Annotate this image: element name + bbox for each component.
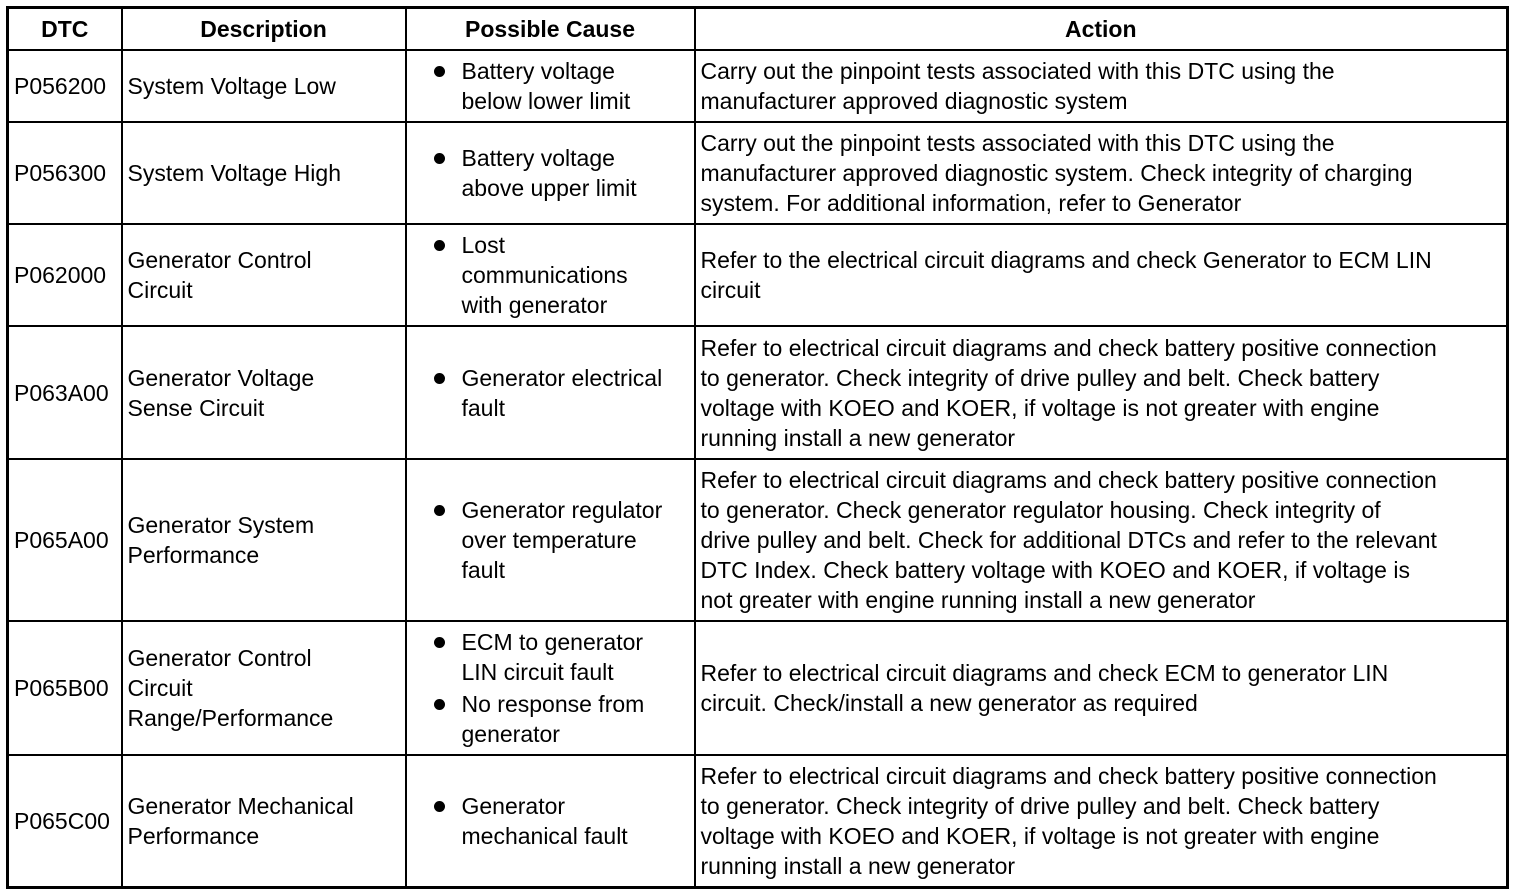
dtc-description [122,122,406,224]
table-row [8,459,1508,621]
cause-item [412,363,689,423]
text-line: to generator. Check generator regulator housing. Check integrity of [700,497,1381,523]
text-line: below lower limit [461,88,631,114]
text-line: System Voltage High [127,160,342,186]
dtc-code: P065A00 [8,459,122,621]
dtc-code: P062000 [8,224,122,326]
header-possible-cause: Possible Cause [406,8,695,51]
text-line: Range/Performance [127,705,334,731]
text-line: Generator Control [127,247,312,273]
dtc-description [122,459,406,621]
text-line: DTC Index. Check battery voltage with KOEO and KOER, if voltage is [700,557,1410,583]
possible-cause [406,122,695,224]
dtc-description [122,326,406,459]
dtc-table-body [8,50,1508,887]
dtc-description [122,50,406,122]
text-line: running install a new generator [700,852,1016,879]
text-line: ECM to generator [461,629,644,655]
text-line: not greater with engine running install a new generator [700,587,1256,613]
text-line: No response from [461,691,645,717]
text-line: communications [461,262,628,288]
text-line: LIN circuit fault [461,659,614,685]
dtc-action [695,459,1508,621]
table-row [8,755,1508,887]
cause-list [412,56,689,116]
dtc-description [122,224,406,326]
text-line: running install a new generator [700,424,1016,451]
text-line: Carry out the pinpoint tests associated with this DTC using the [700,130,1335,156]
text-line: Circuit [127,277,193,303]
cause-list [412,363,689,423]
text-line: Refer to electrical circuit diagrams and check battery positive connection [700,334,1437,361]
dtc-table [6,6,1509,889]
dtc-code: P065B00 [8,621,122,755]
dtc-code: P056300 [8,122,122,224]
cause-item [412,230,689,320]
text-line: Generator Mechanical [127,792,354,819]
text-line: circuit [700,277,761,303]
dtc-action [695,122,1508,224]
text-line: Generator Voltage [127,364,315,391]
text-line: Battery voltage [461,145,615,171]
text-line: Circuit [127,675,193,701]
text-line: to generator. Check integrity of drive pulley and belt. Check battery [700,364,1380,391]
text-line: to generator. Check integrity of drive pulley and belt. Check battery [700,792,1380,819]
table-row [8,621,1508,755]
dtc-code: P065C00 [8,755,122,887]
possible-cause [406,621,695,755]
text-line: manufacturer approved diagnostic system. Check integrity of charging [700,160,1413,186]
header-dtc: DTC [8,8,122,51]
header-description: Description [122,8,406,51]
text-line: mechanical fault [461,822,628,849]
text-line: fault [461,557,505,583]
cause-list [412,495,689,585]
table-row [8,50,1508,122]
text-line: manufacturer approved diagnostic system [700,88,1128,114]
text-line: Generator System [127,512,315,538]
dtc-action [695,755,1508,887]
cause-list [412,143,689,203]
cause-item [412,791,689,851]
text-line: Generator electrical [461,364,663,391]
cause-list [412,230,689,320]
possible-cause [406,50,695,122]
table-row [8,326,1508,459]
cause-list [412,627,689,749]
text-line: System Voltage Low [127,73,336,99]
table-row [8,122,1508,224]
text-line: fault [461,394,505,421]
text-line: Refer to electrical circuit diagrams and check ECM to generator LIN [700,660,1389,686]
dtc-action [695,224,1508,326]
text-line: voltage with KOEO and KOER, if voltage is not greater with engine [700,394,1380,421]
possible-cause [406,459,695,621]
possible-cause [406,224,695,326]
cause-item [412,495,689,585]
text-line: drive pulley and belt. Check for additional DTCs and refer to the relevant [700,527,1437,553]
text-line: generator [461,721,560,747]
possible-cause [406,755,695,887]
dtc-description [122,755,406,887]
table-row [8,224,1508,326]
text-line: over temperature [461,527,637,553]
dtc-code: P056200 [8,50,122,122]
dtc-action [695,621,1508,755]
dtc-action [695,50,1508,122]
cause-item [412,56,689,116]
text-line: Refer to electrical circuit diagrams and check battery positive connection [700,762,1437,789]
header-action: Action [695,8,1508,51]
cause-item [412,689,689,749]
text-line: Carry out the pinpoint tests associated with this DTC using the [700,58,1335,84]
dtc-action [695,326,1508,459]
cause-item [412,627,689,687]
text-line: system. For additional information, refer to Generator [700,190,1242,216]
text-line: Refer to electrical circuit diagrams and check battery positive connection [700,467,1437,493]
text-line: voltage with KOEO and KOER, if voltage is not greater with engine [700,822,1380,849]
text-line: circuit. Check/install a new generator as required [700,690,1198,716]
text-line: Generator [461,792,566,819]
dtc-code: P063A00 [8,326,122,459]
text-line: Battery voltage [461,58,615,84]
text-line: Refer to the electrical circuit diagrams and check Generator to ECM LIN [700,247,1432,273]
dtc-description [122,621,406,755]
text-line: Performance [127,822,260,849]
text-line: Generator Control [127,645,312,671]
text-line: Generator regulator [461,497,663,523]
text-line: with generator [461,292,608,318]
header-row [8,8,1508,51]
cause-list [412,791,689,851]
text-line: Sense Circuit [127,394,265,421]
cause-item [412,143,689,203]
text-line: Lost [461,232,505,258]
possible-cause [406,326,695,459]
text-line: Performance [127,542,260,568]
text-line: above upper limit [461,175,637,201]
